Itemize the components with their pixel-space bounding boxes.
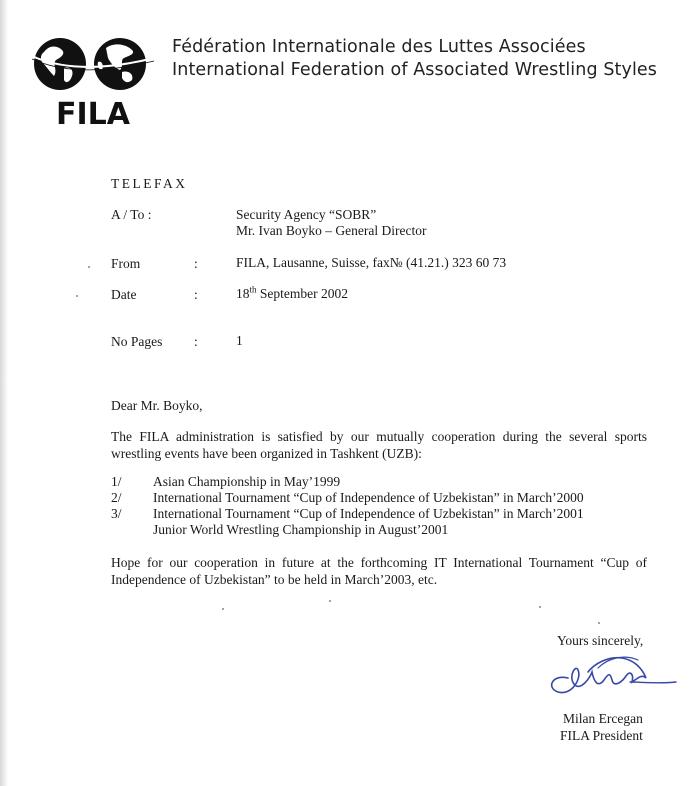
scan-speck — [76, 295, 78, 297]
intro-line2: wrestling events have been organized in Tashkent (UZB): — [111, 446, 422, 461]
event-1-text: Asian Championship in May’1999 — [153, 474, 341, 489]
event-2-text: International Tournament “Cup of Independence of Uzbekistan” in March’2000 — [153, 490, 584, 505]
intro-paragraph — [111, 428, 647, 462]
pages-label: No Pages — [111, 334, 163, 349]
date-colon: : — [194, 287, 198, 302]
event-3-text: International Tournament “Cup of Independence of Uzbekistan” in March’2001 — [153, 506, 584, 521]
closing-phrase: Yours sincerely, — [557, 633, 644, 648]
signer-name: Milan Ercegan — [563, 711, 643, 726]
telefax-title: TELEFAX — [111, 176, 188, 191]
to-label: A / To : — [111, 207, 152, 222]
scan-edge-shadow — [0, 0, 8, 786]
org-name-french: Fédération Internationale des Luttes Associées — [172, 37, 586, 57]
event-3-continuation: Junior World Wrestling Championship in August’2001 — [153, 522, 449, 537]
from-value: FILA, Lausanne, Suisse, fax№ (41.21.) 323 60 73 — [236, 255, 507, 270]
to-recipient-line1: Security Agency “SOBR” — [236, 207, 377, 222]
closing-line1: Hope for our cooperation in future at the forthcoming IT International Tournament “Cup of — [111, 555, 647, 570]
closing-paragraph — [111, 554, 647, 588]
date-suffix: th — [249, 284, 257, 295]
event-2-number: 2/ — [111, 490, 122, 505]
intro-line1: The FILA administration is satisfied by our mutually cooperation during the several sports — [111, 429, 647, 444]
fila-logo — [28, 28, 158, 128]
signer-title: FILA President — [560, 728, 643, 743]
date-day: 18 — [236, 286, 250, 301]
event-3-number: 3/ — [111, 506, 122, 521]
scan-speck — [598, 622, 600, 624]
pages-colon: : — [194, 334, 198, 349]
date-value — [236, 286, 348, 302]
date-month-year: September 2002 — [256, 286, 348, 301]
salutation: Dear Mr. Boyko, — [111, 398, 203, 413]
event-1-number: 1/ — [111, 474, 122, 489]
org-name-english: International Federation of Associated Wrestling Styles — [172, 60, 657, 80]
scan-speck — [539, 606, 541, 608]
scan-speck — [222, 608, 224, 610]
scan-speck — [88, 266, 90, 268]
from-label: From — [111, 256, 141, 271]
from-colon: : — [194, 256, 198, 271]
handwritten-signature — [538, 648, 680, 704]
date-label: Date — [111, 287, 137, 302]
to-recipient-line2: Mr. Ivan Boyko – General Director — [236, 223, 427, 238]
closing-line2: Independence of Uzbekistan” to be held in March’2003, etc. — [111, 572, 438, 587]
pages-value: 1 — [236, 333, 243, 348]
scan-speck — [329, 600, 331, 602]
fila-logo-text: FILA — [56, 97, 130, 128]
